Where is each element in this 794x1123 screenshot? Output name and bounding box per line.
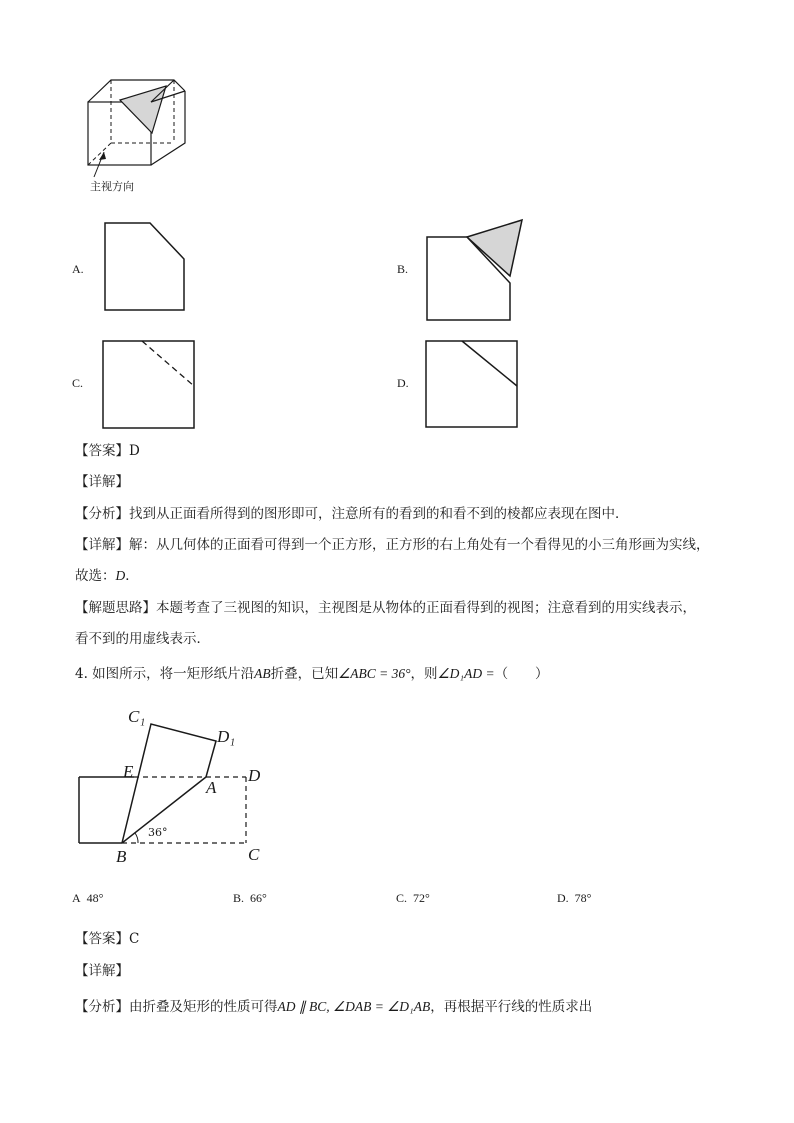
q3-solution-line2: 故选：D．	[75, 568, 139, 584]
q4-choice-a: A 48°	[72, 891, 104, 905]
shaded-cut-triangle	[120, 86, 166, 133]
cube-figure	[80, 72, 190, 182]
label-c1: C₁	[128, 707, 146, 726]
q4-choice-c: C. 72°	[396, 891, 430, 905]
q3-thought-line2: 看不到的用虚线表示．	[75, 631, 210, 647]
q4-stem: 4. 如图所示，将一矩形纸片沿AB折叠，已知∠ABC = 36°，则∠D₁AD =（ ）	[75, 666, 549, 682]
q4-choice-d: D. 78°	[557, 891, 592, 905]
q3-option-a-figure	[100, 218, 190, 318]
q4-choice-b: B. 66°	[233, 891, 267, 905]
view-direction-caption: 主视方向	[90, 180, 134, 193]
q3-analysis: 【分析】找到从正面看所得到的图形即可，注意所有的看到的和看不到的棱都应表现在图中．	[75, 506, 629, 522]
q4-answer: 【答案】C	[75, 931, 140, 947]
q3-option-a-label: A.	[72, 262, 84, 276]
label-e: E	[123, 762, 134, 781]
q3-thought: 【解题思路】本题考查了三视图的知识，主视图是从物体的正面看得到的视图；注意看到的用实线表示，	[75, 600, 696, 616]
q3-option-c-figure	[100, 338, 200, 430]
label-c: C	[248, 845, 260, 864]
label-b: B	[116, 847, 127, 866]
q4-detail-tag: 【详解】	[75, 963, 129, 979]
q3-answer: 【答案】D	[75, 443, 140, 459]
label-d1: D₁	[217, 727, 236, 746]
label-a: A	[206, 778, 217, 797]
label-d: D	[248, 766, 261, 785]
label-angle-36: 36°	[148, 826, 168, 839]
q3-option-c-label: C.	[72, 376, 84, 390]
q3-option-b-figure	[422, 214, 532, 324]
q3-option-d-label: D.	[397, 376, 409, 390]
q3-option-d-figure	[422, 338, 522, 430]
q3-option-b-label: B.	[397, 262, 409, 276]
q4-analysis: 【分析】由折叠及矩形的性质可得AD ∥ BC, ∠DAB = ∠D₁AB，再根据平行线的性质求出	[75, 999, 593, 1015]
shaded-triangle	[467, 220, 522, 276]
q3-solution: 【详解】解：从几何体的正面看可得到一个正方形，正方形的右上角处有一个看得见的小三角形画为实线，	[75, 537, 710, 553]
q3-detail-tag: 【详解】	[75, 474, 129, 490]
